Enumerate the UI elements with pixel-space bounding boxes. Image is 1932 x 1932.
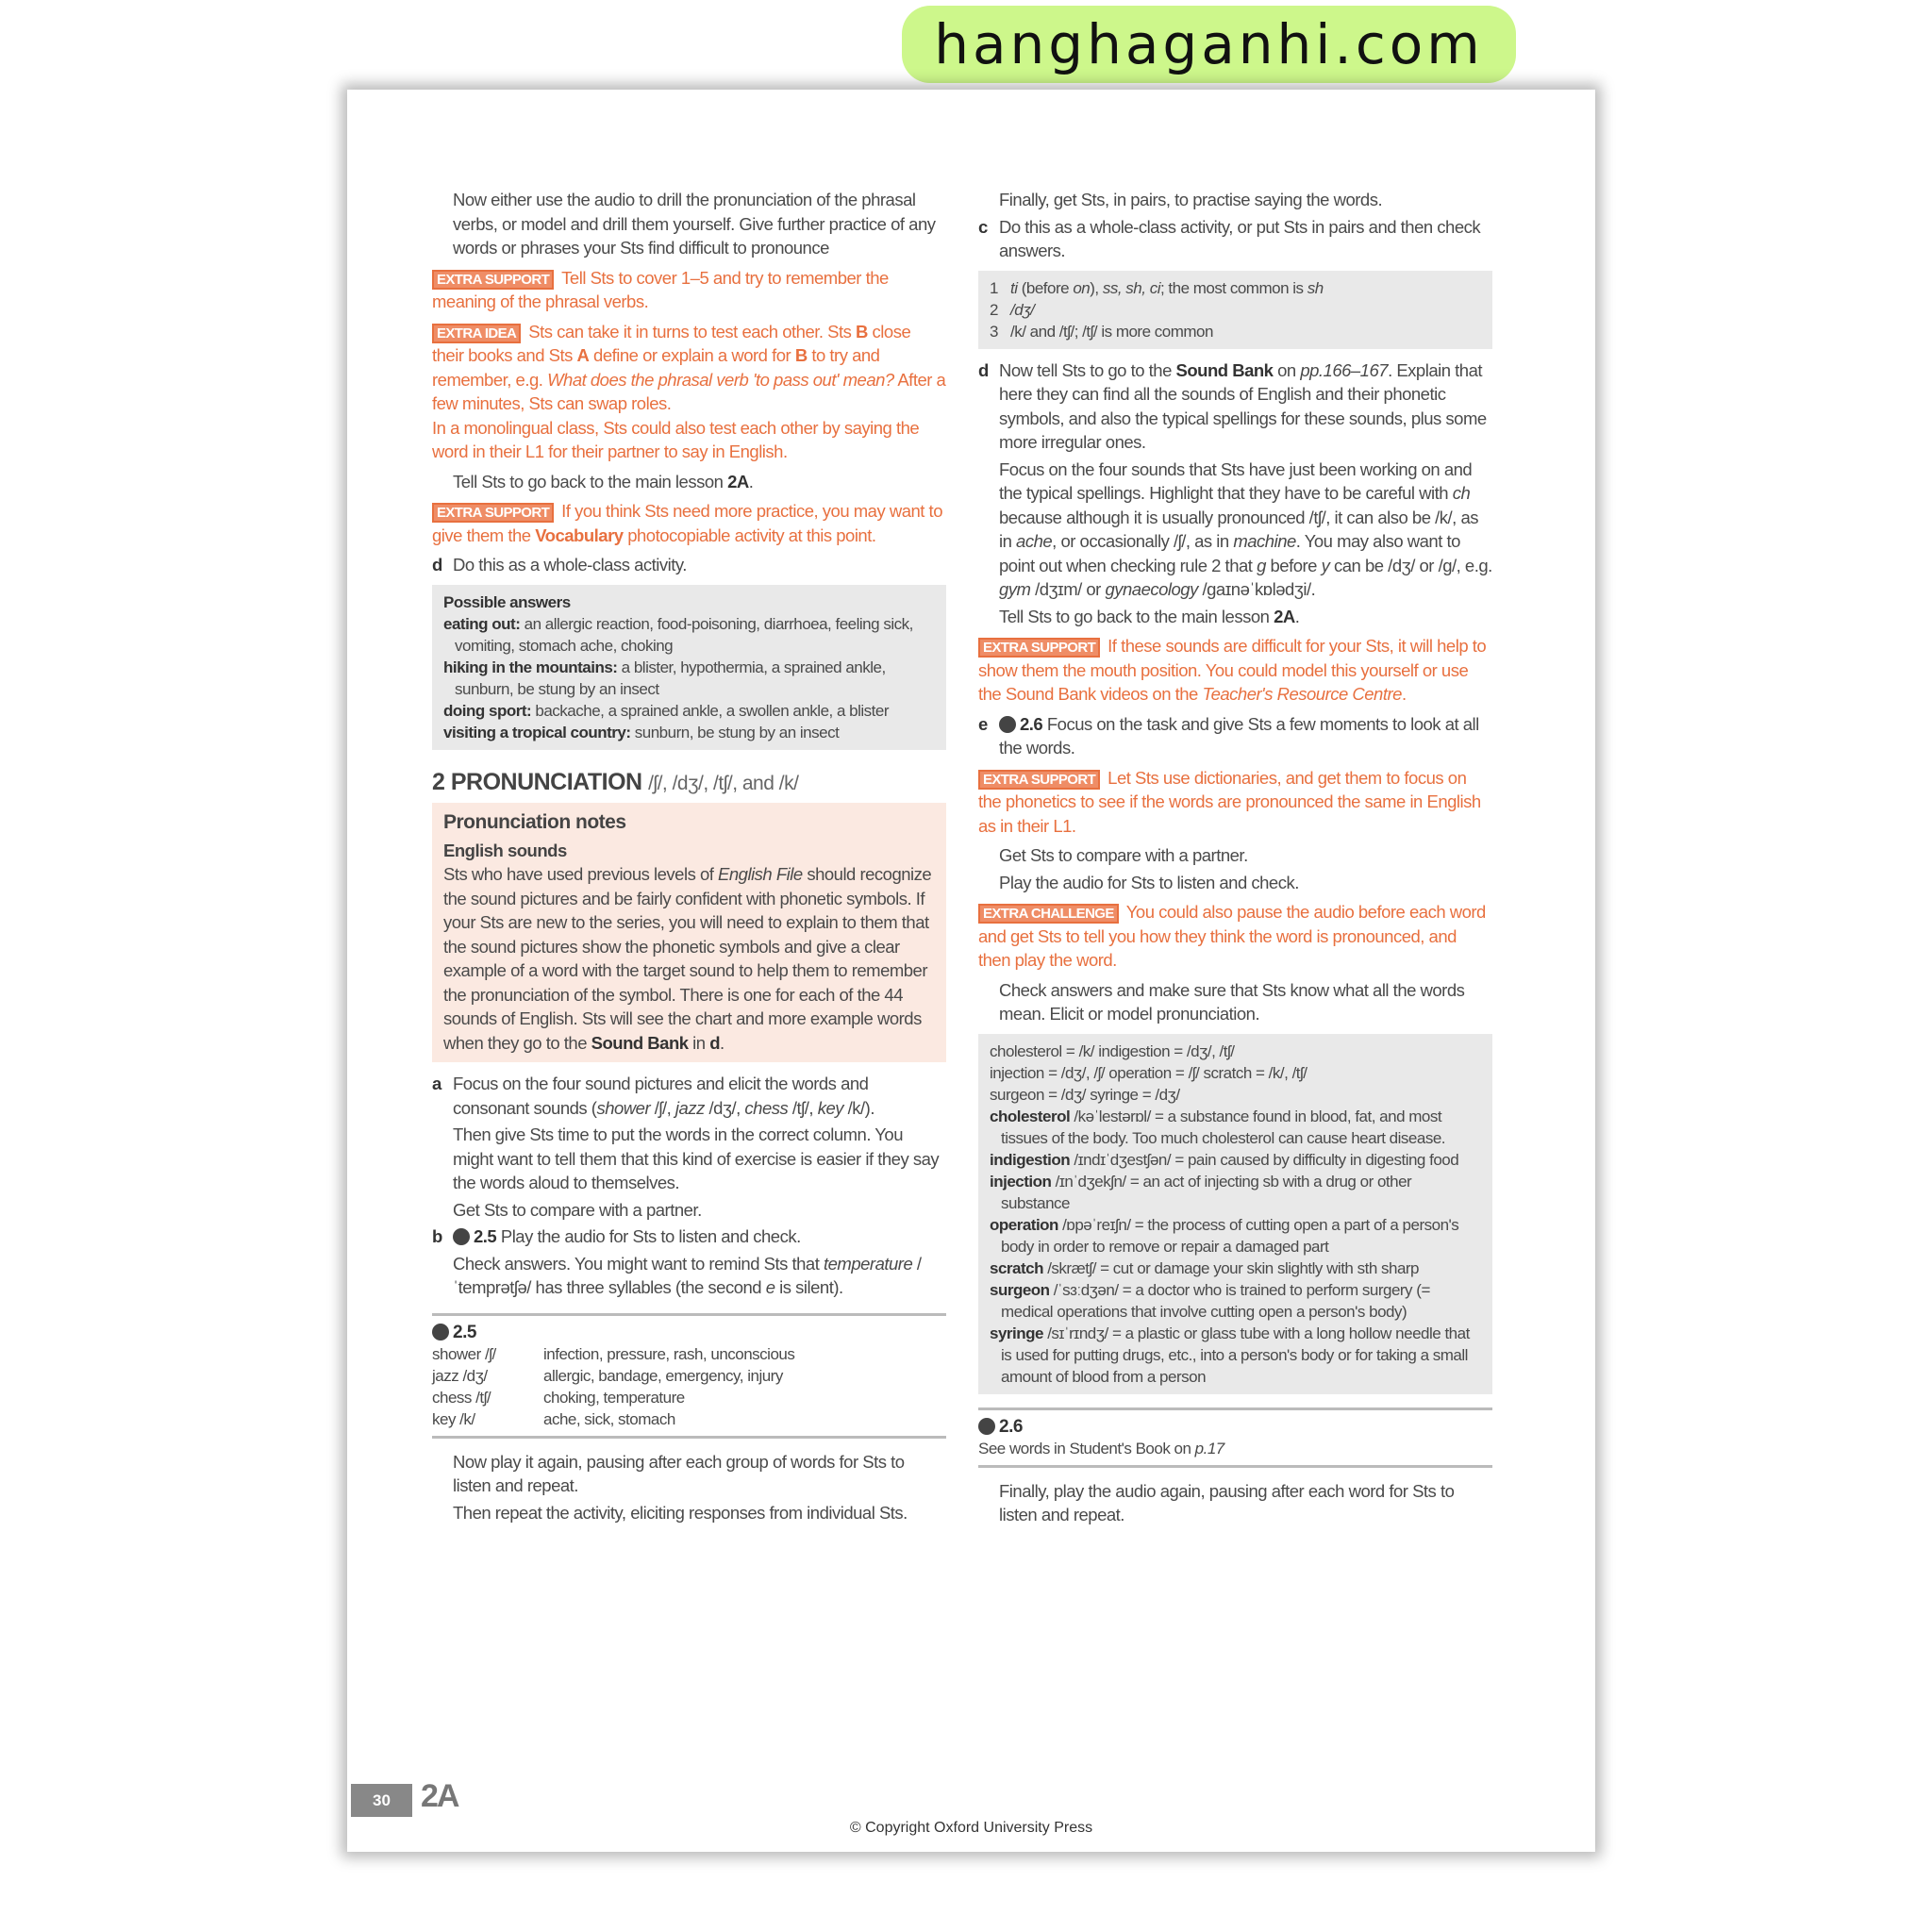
text-run: . You may also want to point out when checking rule 2 that [999,531,1460,575]
text-run: indigestion [990,1150,1071,1169]
text-run: on [1273,359,1301,380]
text-run: Finally, play the audio again, pausing after each word for Sts to listen and repeat. [999,1480,1455,1524]
text-run: p.17 [1194,1439,1224,1457]
text-run: Sound Bank [591,1032,689,1053]
extra-note [978,900,1492,973]
answer-line [443,700,935,722]
notes-subtitle: English sounds [443,840,567,860]
text-run: You could also pause the audio before each word and get Sts to tell you how they think the word is pronounced, and then play the word. [978,902,1486,970]
extra-note [978,766,1492,839]
text-run: Tell Sts to cover 1–5 and try to remember the meaning of the phrasal verbs. [432,267,889,311]
paragraph [453,1450,946,1498]
text-run: . [748,471,754,491]
text-run: Get Sts to compare with a partner. [453,1199,702,1220]
text-run: Get Sts to compare with a partner. [999,845,1248,865]
answer-number: 2 [990,300,998,319]
text-run: a blister, hypothermia, a sprained ankle, sunburn, be stung by an insect [455,658,886,698]
copyright: © Copyright Oxford University Press [849,1820,1093,1836]
text-run: d [709,1032,721,1053]
text-run: /dʒ/, [704,1097,745,1118]
audio-header [432,1322,946,1343]
definition-line [990,1214,1481,1257]
extra-tag-label: EXTRA SUPPORT [432,503,554,523]
paragraph [999,188,1492,212]
text-run: If you think Sts need more practice, you may want to give them the [432,501,942,545]
text-run: (before [1017,278,1074,297]
text-run: /k/ and /tʃ/; /tʃ/ is more common [1010,322,1213,341]
text-run: Do this as a whole-class activity, or put Sts in pairs and then check answers. [999,216,1481,260]
definition-line [990,1062,1481,1084]
text-run: ache [1016,531,1053,551]
extra-note [432,320,946,464]
text-run: chess [744,1097,789,1118]
numbered-answer [990,321,1481,342]
text-run: Now either use the audio to drill the pronunciation of the phrasal verbs, or model and drill them yourself. Give further practice of any words or phrases your Sts find difficult to pronounce [453,190,936,258]
extra-tag-label: EXTRA SUPPORT [432,270,554,290]
audio-row [432,1343,946,1365]
text-run: /ɪndɪˈdʒestʃən/ = pain caused by difficulty in digesting food [1070,1150,1459,1169]
extra-note [978,634,1492,707]
audio-track-number: 2.6 [999,1416,1023,1437]
text-run: If these sounds are difficult for your Sts, it will help to show them the mouth position. You could model this yourself or use the Sound Bank videos on the [978,636,1487,704]
text-run: ss, sh, ci [1102,278,1160,297]
text-run: /ˈtemprətʃə/ has three syllables (the second [453,1253,922,1297]
answer-text [1010,321,1213,342]
text-run: cholesterol = /k/ indigestion = /dʒ/, /tʃ/ [990,1041,1235,1060]
audio-icon [999,716,1016,733]
extra-tag-label: EXTRA IDEA [432,324,521,343]
word-list: choking, temperature [543,1388,685,1407]
text-run: backache, a sprained ankle, a swollen ankle, a blister [531,701,890,720]
definition-line [990,1149,1481,1171]
text-run: doing sport: [443,701,532,720]
text-run: . [1401,684,1407,704]
text-run: e [765,1277,775,1297]
audio-track-number: 2.5 [453,1322,476,1342]
text-run: 2A [1274,606,1295,626]
answer-text [1010,277,1324,299]
exercise-step [432,1224,946,1249]
definition-line [990,1171,1481,1214]
answer-number: 3 [990,322,998,341]
paragraph [453,1198,946,1223]
text-run: Finally, get Sts, in pairs, to practise saying the words. [999,190,1383,209]
notes-title: Pronunciation notes [443,811,626,833]
text-run: before [1265,555,1322,575]
text-run: English File [718,864,803,884]
extra-tag-label: EXTRA CHALLENGE [978,904,1119,924]
text-run: to try and remember, e.g. [432,345,880,390]
text-run: Teacher's Resource Centre [1202,684,1402,704]
sound-word: key /k/ [432,1409,475,1428]
text-run: /sɪˈrɪndʒ/ = a plastic or glass tube with a long hollow needle that is used for putting drugs, etc., into a person's body or for taking a small amount of blood from a person [1001,1324,1470,1386]
extra-tag-label: EXTRA SUPPORT [978,638,1100,658]
word-list: allergic, bandage, emergency, injury [543,1366,783,1385]
text-run: /gaɪnəˈkɒlədʒi/. [1197,579,1316,599]
definition-line [990,1041,1481,1062]
text-run: . Explain that here they can find all the sounds of English and their phonetic symbols, and also the typical spellings for these sounds, plus some more irregular ones. [999,359,1487,452]
answer-text [1010,299,1034,321]
answers-title: Possible answers [443,592,571,611]
answer-line [443,722,935,743]
text-run: should recognize the sound pictures and be fairly confident with phonetic symbols. If your Sts are new to the series, you will need to explain to them that the sound pictures show the phonetic symbols and give a clear example of a word with the target sound to help them to remember the pronunciation of the symbol. There is one for each of the 44 sounds of English. Sts will see the chart and more example words when they go to the [443,864,932,1053]
text-run: is silent). [774,1277,843,1297]
numbered-answer [990,277,1481,299]
text-run: ; the most common is [1159,278,1307,297]
numbered-answer [990,299,1481,321]
text-run: Let Sts use dictionaries, and get them to focus on the phonetics to see if the words are pronounced the same in English as in their L1. [978,767,1481,836]
paragraph [999,871,1492,895]
step-letter: a [432,1074,441,1093]
audio-script [432,1313,946,1439]
text-run: Play the audio for Sts to listen and check. [999,872,1299,892]
text-run: close their books and Sts [432,321,911,365]
text-run: /ʃ/, [650,1097,675,1118]
notes-body [443,862,935,1055]
extra-note [432,266,946,314]
text-run: Now tell Sts to go to the [999,359,1176,380]
extra-note-line: In a monolingual class, Sts could also test each other by saying the word in their L1 for their partner to say in English. [432,417,920,461]
text-run: photocopiable activity at this point. [623,525,876,545]
heading-title: 2 PRONUNCIATION [432,768,642,795]
text-run: scratch [990,1258,1043,1277]
answer-number: 1 [990,278,998,297]
step-letter: d [978,359,989,380]
text-run: Then repeat the activity, eliciting responses from individual Sts. [453,1502,908,1523]
text-run: visiting a tropical country: [443,723,631,741]
text-run: shower [596,1097,651,1118]
text-run: cholesterol [990,1107,1071,1125]
text-run: After a few minutes, Sts can swap roles. [432,369,946,413]
text-run: ti [1010,278,1018,297]
text-run: hiking in the mountains: [443,658,618,676]
text-run: surgeon [990,1280,1050,1299]
sound-word: chess /tʃ/ [432,1388,491,1407]
text-run: gynaecology [1105,579,1198,599]
text-run: Vocabulary [535,525,624,545]
text-run: pp.166–167 [1300,359,1389,380]
definition-line [990,1257,1481,1279]
text-run: injection = /dʒ/, /ʃ/ operation = /ʃ/ scratch = /k/, /tʃ/ [990,1063,1307,1082]
text-run: can be /dʒ/ or /g/, e.g. [1329,555,1492,575]
document-page [347,90,1595,1852]
paragraph [999,1479,1492,1527]
answers-box [432,585,946,750]
text-run: , or occasionally /ʃ/, as in [1052,531,1234,551]
definition-line [990,1106,1481,1149]
paragraph [999,978,1492,1026]
text-run: B [794,345,808,365]
text-run: . [720,1032,724,1053]
text-run: Now play it again, pausing after each group of words for Sts to listen and repeat. [453,1451,905,1495]
text-run: Do this as a whole-class activity. [453,555,687,575]
step-letter: c [978,216,988,237]
paragraph [999,843,1492,868]
text-run: Tell Sts to go back to the main lesson [999,606,1274,626]
sound-word: jazz /dʒ/ [432,1366,488,1385]
text-run: /ɪnˈdʒekʃn/ = an act of injecting sb with a drug or other substance [1001,1172,1412,1212]
text-run: Sound Bank [1175,359,1274,380]
definition-line [990,1279,1481,1323]
lesson-label: 2A [421,1778,458,1814]
text-run: Focus on the four sounds that Sts have just been working on and the typical spellings. Highlight that they have to be careful with [999,458,1473,503]
step-letter: e [978,713,988,734]
audio-row [432,1365,946,1387]
paragraph [999,458,1492,602]
text-run: Then give Sts time to put the words in the correct column. You might want to tell them that this kind of exercise is easier if they say the words aloud to themselves. [453,1124,940,1192]
text-run: sh [1307,278,1324,297]
paragraph [453,1501,946,1525]
text-run: 2A [727,471,749,491]
text-run: /dʒɪm/ or [1030,579,1106,599]
step-letter: b [432,1226,442,1246]
right-column [978,188,1492,1530]
sound-word: shower /ʃ/ [432,1344,496,1363]
audio-icon [453,1228,470,1245]
text-run: What does the phrasal verb 'to pass out' mean? [547,369,894,390]
audio-script [978,1407,1492,1468]
page-number: 30 [351,1784,412,1817]
definitions-box [978,1034,1492,1394]
text-run: ), [1090,278,1103,297]
word-list: infection, pressure, rash, unconscious [543,1344,795,1363]
text-run: Check answers. You might want to remind Sts that [453,1253,824,1274]
audio-icon [978,1418,995,1435]
audio-track-number: 2.6 [1020,713,1043,734]
answers-box [978,271,1492,349]
answer-line [443,613,935,657]
text-run: injection [990,1172,1052,1191]
text-run: on [1073,278,1091,297]
text-run: Focus on the four sound pictures and elicit the words and consonant sounds ( [453,1074,869,1118]
audio-row [432,1387,946,1408]
paragraph [453,1123,946,1195]
audio-row [432,1408,946,1430]
word-list: ache, sick, stomach [543,1409,675,1428]
audio-header [978,1416,1492,1438]
text-run: surgeon = /dʒ/ syringe = /dʒ/ [990,1085,1180,1104]
exercise-step [978,358,1492,455]
section-heading [432,768,946,796]
pronunciation-notes-box [432,803,946,1062]
text-run: because although it is usually pronounced /tʃ/, it can also be /k/, as in [999,507,1478,551]
paragraph [453,470,946,494]
text-run: operation [990,1215,1058,1234]
audio-note [978,1438,1492,1459]
text-run: /k/). [842,1097,874,1118]
paragraph [453,1252,946,1300]
left-column [432,188,946,1527]
exercise-step [978,712,1492,760]
text-run: Check answers and make sure that Sts know what all the words mean. Elicit or model pronunciation. [999,979,1465,1024]
text-run: Sts who have used previous levels of [443,864,719,884]
extra-tag-label: EXTRA SUPPORT [978,770,1100,790]
extra-note [432,499,946,547]
text-run: key [817,1097,843,1118]
text-run: Play the audio for Sts to listen and check. [500,1226,801,1246]
text-run: sunburn, be stung by an insect [630,723,840,741]
text-run: A [576,345,590,365]
exercise-step [432,553,946,577]
text-run: machine [1233,531,1296,551]
text-run: temperature [824,1253,913,1274]
text-run: syringe [990,1324,1043,1342]
text-run: ch [1452,483,1471,503]
audio-icon [432,1324,449,1341]
text-run: . [1294,606,1300,626]
text-run: g [1257,555,1266,575]
step-letter: d [432,555,442,575]
text-run: /skrætʃ/ = cut or damage your skin slightly with sth sharp [1042,1258,1420,1277]
text-run: /dʒ/ [1010,300,1035,319]
text-run: Tell Sts to go back to the main lesson [453,471,728,491]
exercise-step [978,215,1492,263]
watermark-banner: hanghaganhi.com [902,6,1516,83]
exercise-step [432,1072,946,1120]
text-run: /ˈsɜːdʒən/ = a doctor who is trained to perform surgery (= medical operations that involve cutting open a person's body) [1001,1280,1430,1321]
definition-line [990,1323,1481,1388]
heading-phonemes: /ʃ/, /dʒ/, /tʃ/, and /k/ [648,772,799,794]
paragraph [453,188,946,260]
text-run: B [856,321,868,341]
audio-track-number: 2.5 [474,1226,497,1246]
text-run: jazz [675,1097,705,1118]
text-run: an allergic reaction, food-poisoning, diarrhoea, feeling sick, vomiting, stomach ache, choking [455,614,913,655]
answer-line [443,657,935,700]
text-run: eating out: [443,614,521,633]
text-run: gym [999,579,1031,599]
text-run: See words in Student's Book on [978,1439,1195,1457]
definition-line [990,1084,1481,1106]
text-run: Focus on the task and give Sts a few moments to look at all the words. [999,713,1479,758]
text-run: /kəˈlestərɒl/ = a substance found in blood, fat, and most tissues of the body. Too much cholesterol can cause heart disease. [1001,1107,1445,1147]
text-run: /ɒpəˈreɪʃn/ = the process of cutting open a part of a person's body in order to remove or repair a damaged part [1001,1215,1459,1256]
text-run: /tʃ/, [788,1097,818,1118]
text-run: define or explain a word for [589,345,795,365]
text-run: in [688,1032,710,1053]
text-run: y [1321,555,1330,575]
paragraph [999,605,1492,629]
text-run: Sts can take it in turns to test each other. Sts [528,321,857,341]
